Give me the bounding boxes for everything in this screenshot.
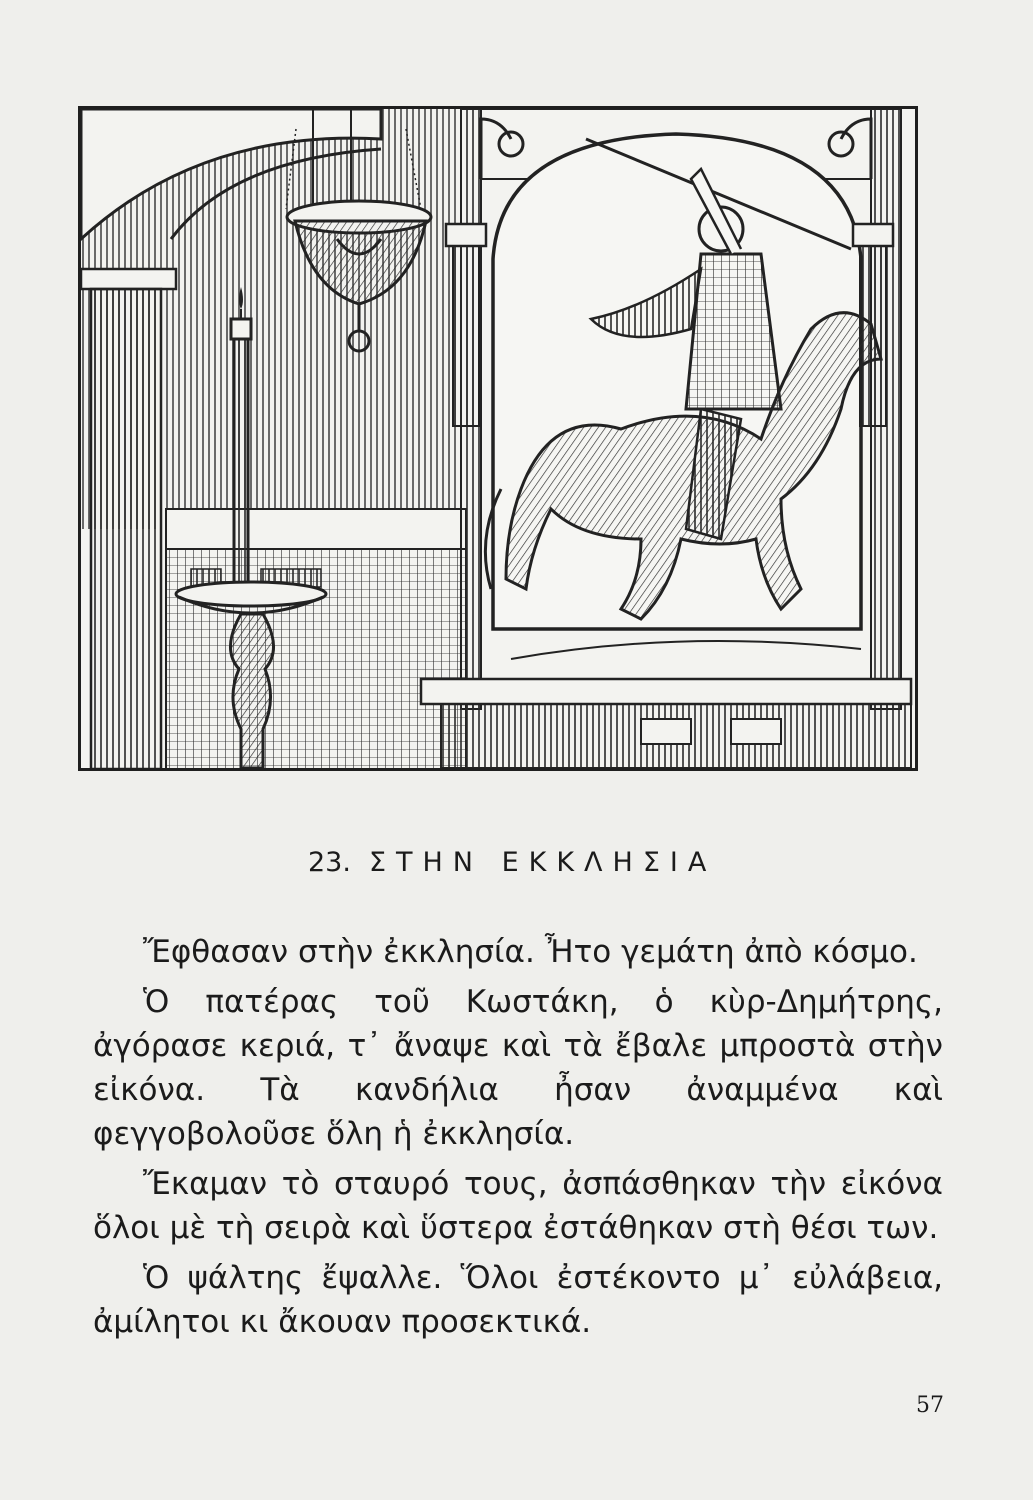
church-illustration	[78, 106, 918, 771]
paragraph-3: Ἔκαμαν τὸ σταυρό τους, ἀσπάσθηκαν τὴν εἰκόνα ὅλοι μὲ τὴ σειρὰ καὶ ὕστερα ἐστάθηκαν στὴ θέσι των.	[93, 1166, 943, 1246]
paragraph-2: Ὁ πατέρας τοῦ Κωστάκη, ὁ κὺρ-Δημήτρης, ἀγόρασε κεριά, τ᾿ ἄναψε καὶ τὰ ἔβαλε μπροστὰ στὴν εἰκόνα. Τὰ κανδήλια ἦσαν ἀναμμένα καὶ φεγγοβολοῦσε ὅλη ἡ ἐκκλησία.	[93, 984, 943, 1152]
chapter-title: ΣΤΗΝ ΕΚΚΛΗΣΙΑ	[368, 847, 717, 878]
body-text	[93, 930, 943, 1350]
paragraph-4: Ὁ ψάλτης ἔψαλλε. Ὅλοι ἐστέκοντο μ᾿ εὐλάβεια, ἀμίλητοι κι ἄκουαν προσεκτικά.	[93, 1260, 943, 1340]
paragraph-1: Ἔφθασαν στὴν ἐκκλησία. Ἦτο γεμάτη ἀπὸ κόσμο.	[143, 934, 918, 970]
chapter-number: 23.	[308, 847, 351, 878]
page-number: 57	[916, 1393, 944, 1418]
chapter-heading	[308, 847, 716, 878]
